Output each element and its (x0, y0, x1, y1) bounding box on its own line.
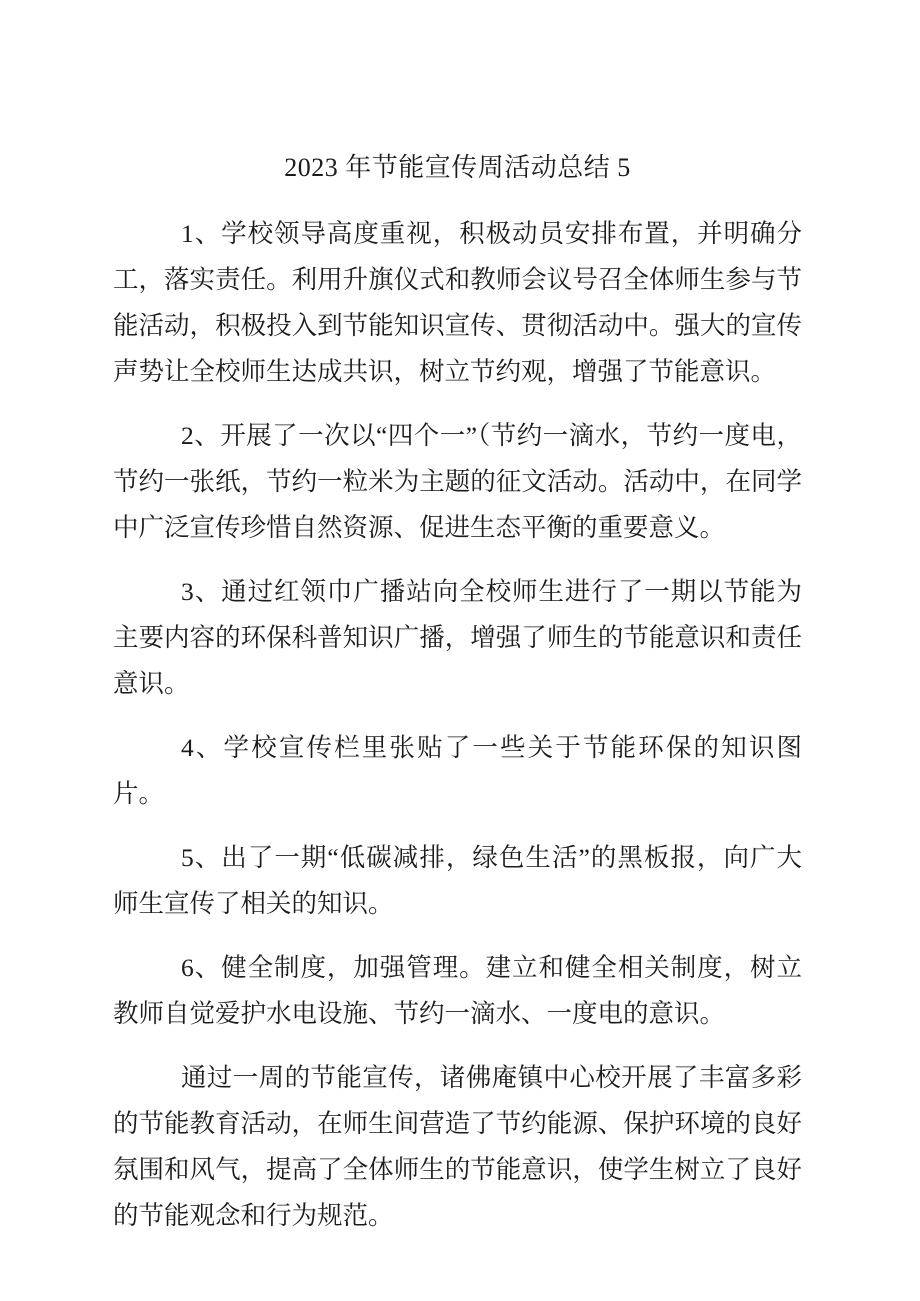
document-title: 2023 年节能宣传周活动总结 5 (284, 153, 631, 182)
paragraph-4: 4、学校宣传栏里张贴了一些关于节能环保的知识图片。 (113, 733, 802, 808)
paragraph-summary: 通过一周的节能宣传，诸佛庵镇中心校开展了丰富多彩的节能教育活动，在师生间营造了节约能源、保护环境的良好氛围和风气，提高了全体师生的节能意识，使学生树立了良好的节能观念和行为规范。 (113, 1063, 802, 1230)
paragraph-2: 2、开展了一次以“四个一”（节约一滴水，节约一度电，节约一张纸，节约一粒米为主题的征文活动。活动中，在同学中广泛宣传珍惜自然资源、促进生态平衡的重要意义。 (113, 421, 802, 542)
paragraph-6: 6、健全制度，加强管理。建立和健全相关制度，树立教师自觉爱护水电设施、节约一滴水、一度电的意识。 (113, 953, 802, 1028)
paragraph-5: 5、出了一期“低碳减排，绿色生活”的黑板报，向广大师生宣传了相关的知识。 (113, 843, 802, 918)
paragraph-3: 3、通过红领巾广播站向全校师生进行了一期以节能为主要内容的环保科普知识广播，增强了师生的节能意识和责任意识。 (113, 577, 802, 698)
paragraph-1: 1、学校领导高度重视，积极动员安排布置，并明确分工，落实责任。利用升旗仪式和教师会议号召全体师生参与节能活动，积极投入到节能知识宣传、贯彻活动中。强大的宣传声势让全校师生达成共识，树立节约观，增强了节能意识。 (113, 219, 802, 386)
